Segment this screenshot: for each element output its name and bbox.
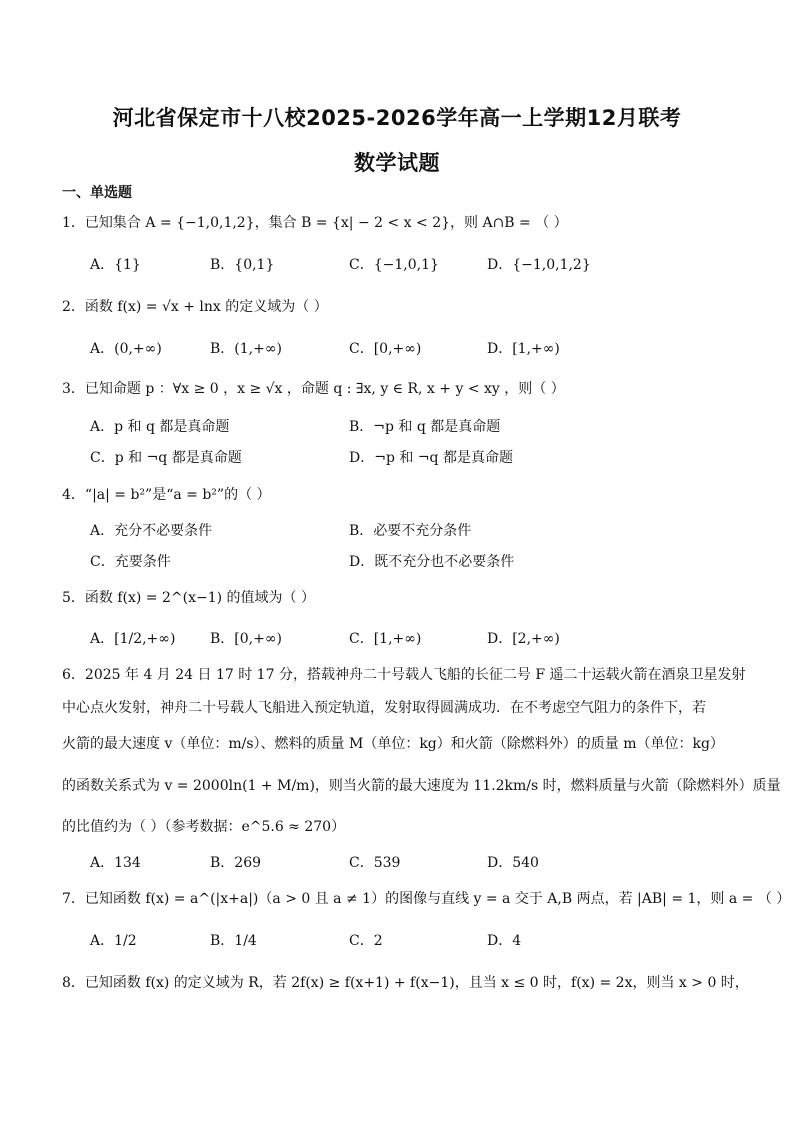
question-3-option-a: A．p 和 q 都是真命题 (90, 419, 230, 435)
question-5-option-c: C．[1,+∞) (349, 631, 422, 647)
question-6-option-c: C．539 (349, 855, 401, 871)
question-4-stem: 4．“|a| = b²”是“a = b²”的（ ） (62, 487, 271, 503)
question-1-option-d: D．{−1,0,1,2} (487, 257, 591, 273)
exam-subtitle: 数学试题 (354, 151, 440, 175)
question-6-line-4: 的函数关系式为 v = 2000ln(1 + M/m)，则当火箭的最大速度为 11.2km/s 时，燃料质量与火箭（除燃料外）质量 (62, 778, 781, 794)
question-6-line-2: 中心点火发射，神舟二十号载人飞船进入预定轨道，发射取得圆满成功．在不考虑空气阻力的条件下，若 (62, 700, 706, 716)
question-8-stem: 8．已知函数 f(x) 的定义域为 R，若 2f(x) ≥ f(x+1) + f(x−1)，且当 x ≤ 0 时，f(x) = 2x，则当 x > 0 时， (62, 975, 749, 991)
question-3-stem: 3．已知命题 p ：∀x ≥ 0 ，x ≥ √x ，命题 q : ∃x, y ∈ R, x + y < xy ，则（ ） (62, 381, 565, 397)
question-2-option-d: D．[1,+∞) (487, 341, 560, 357)
question-2-stem: 2．函数 f(x) = √x + lnx 的定义域为（ ） (62, 299, 328, 315)
question-2-option-b: B．(1,+∞) (210, 341, 282, 357)
question-3-option-c: C．p 和 ¬q 都是真命题 (90, 450, 242, 466)
question-5-stem: 5．函数 f(x) = 2^(x−1) 的值域为（ ） (62, 590, 315, 606)
question-4-option-b: B．必要不充分条件 (349, 523, 472, 539)
question-4-option-c: C．充要条件 (90, 554, 171, 570)
question-5-option-a: A．[1/2,+∞) (90, 631, 176, 647)
exam-title: 河北省保定市十八校2025-2026学年高一上学期12月联考 (112, 106, 682, 130)
question-5-option-b: B．[0,+∞) (210, 631, 282, 647)
question-2-option-a: A．(0,+∞) (90, 341, 162, 357)
question-4-option-a: A．充分不必要条件 (90, 523, 213, 539)
question-1-option-a: A．{1} (90, 257, 141, 273)
question-1-option-c: C．{−1,0,1} (349, 257, 439, 273)
question-6-line-5: 的比值约为（ ）（参考数据：e^5.6 ≈ 270） (62, 819, 346, 835)
question-6-option-a: A．134 (90, 855, 141, 871)
question-6-line-3: 火箭的最大速度 v（单位：m/s）、燃料的质量 M（单位：kg）和火箭（除燃料外）的质量 m（单位：kg） (62, 736, 724, 752)
question-5-option-d: D．[2,+∞) (487, 631, 560, 647)
question-4-option-d: D．既不充分也不必要条件 (349, 554, 515, 570)
question-6-option-b: B．269 (210, 855, 262, 871)
question-2-option-c: C．[0,+∞) (349, 341, 422, 357)
question-3-option-b: B．¬p 和 q 都是真命题 (349, 419, 501, 435)
question-6-line-1: 6．2025 年 4 月 24 日 17 时 17 分，搭载神舟二十号载人飞船的长征二号 F 遥二十运载火箭在酒泉卫星发射 (62, 667, 746, 683)
question-3-option-d: D．¬p 和 ¬q 都是真命题 (349, 450, 513, 466)
question-7-stem: 7．已知函数 f(x) = a^(|x+a|)（a > 0 且 a ≠ 1）的图像与直线 y = a 交于 A,B 两点，若 |AB| = 1，则 a = （ ） (62, 891, 791, 907)
question-1-stem: 1．已知集合 A = {−1,0,1,2}，集合 B = {x| − 2 < x < 2}，则 A∩B = （ ） (62, 215, 568, 231)
question-7-option-d: D．4 (487, 933, 522, 949)
question-7-option-a: A．1/2 (90, 933, 137, 949)
question-7-option-c: C．2 (349, 933, 383, 949)
section-heading: 一、单选题 (62, 185, 132, 201)
question-1-option-b: B．{0,1} (210, 257, 275, 273)
question-6-option-d: D．540 (487, 855, 539, 871)
question-7-option-b: B．1/4 (210, 933, 257, 949)
